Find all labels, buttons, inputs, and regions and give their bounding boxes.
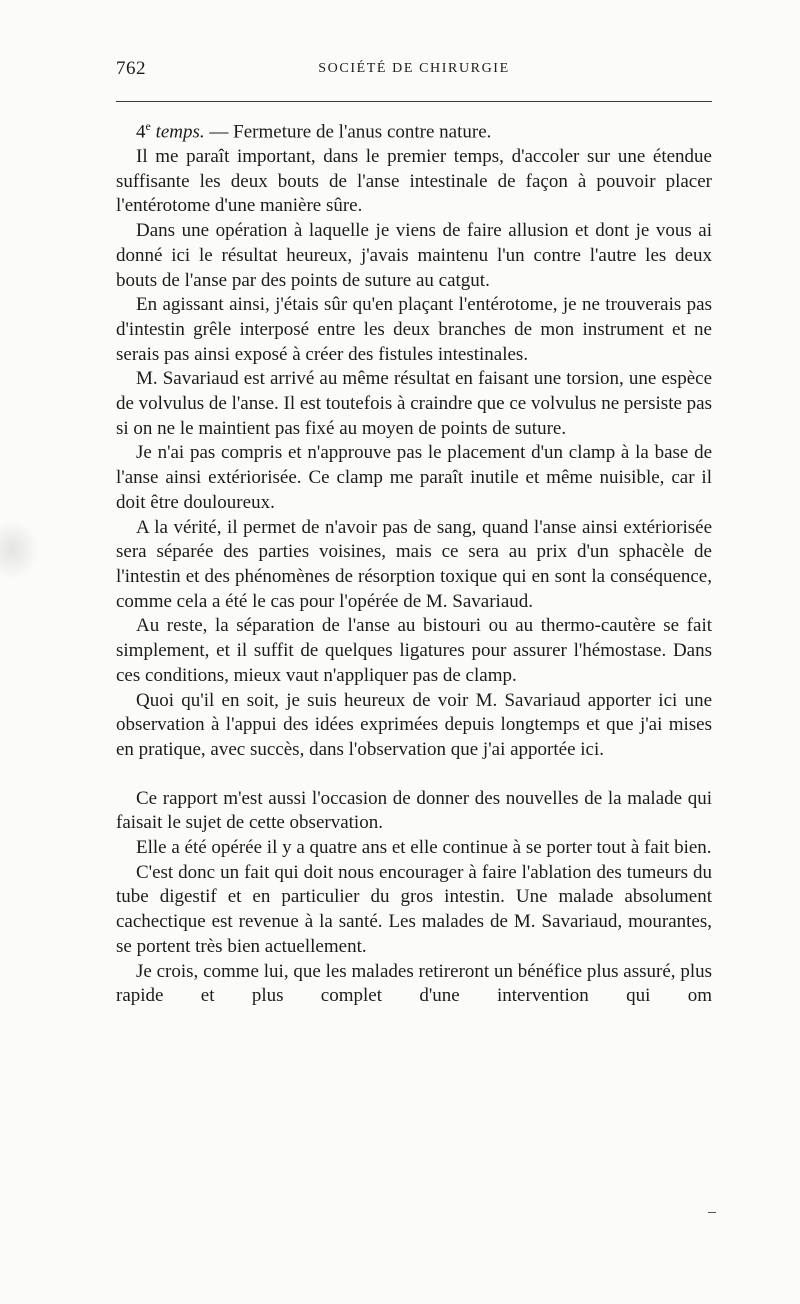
step-number: 4 <box>136 121 146 143</box>
paragraph-3: Dans une opération à laquelle je viens de faire allusion et dont je vous ai donné ici le résultat heureux, j'avais maintenu l'un contre l'autre les deux bouts de l'anse par des points de suture au catgut. <box>116 220 712 291</box>
step-ordinal: e <box>145 119 151 133</box>
margin-mark <box>708 1212 716 1213</box>
page-number: 762 <box>116 58 146 79</box>
paragraph-11: Elle a été opérée il y a quatre ans et elle continue à se porter tout à fait bien. <box>136 837 712 859</box>
paragraph-12: C'est donc un fait qui doit nous encourager à faire l'ablation des tumeurs du tube digestif et en particulier du gros intestin. Une malade absolument cachectique est revenue à la santé. Les malades de M. Savariaud, mourantes, se portent très bien actuellement. <box>116 861 712 957</box>
paragraph-8: Au reste, la séparation de l'anse au bistouri ou au thermo-cautère se fait simplement, et il suffit de quelques ligatures pour assurer l'hémostase. Dans ces conditions, mieux vaut n'appliquer pas de clamp. <box>116 615 712 686</box>
step-title: — Fermeture de l'anus contre nature. <box>204 121 492 143</box>
section-gap <box>116 763 712 787</box>
scan-smudge <box>0 520 40 580</box>
paragraph-5: M. Savariaud est arrivé au même résultat en faisant une torsion, une espèce de volvulus de l'anse. Il est toutefois à craindre que ce volvulus ne persiste pas si on ne le maintient pas fixé au moyen de points de suture. <box>116 368 712 439</box>
paragraph-4: En agissant ainsi, j'étais sûr qu'en plaçant l'entérotome, je ne trouverais pas d'intestin grêle interposé entre les deux branches de mon instrument et ne serais pas ainsi exposé à créer des fistules intestinales. <box>116 294 712 365</box>
body-text <box>116 114 712 1009</box>
running-title: SOCIÉTÉ DE CHIRURGIE <box>318 61 510 76</box>
paragraph-13: Je crois, comme lui, que les malades retireront un bénéfice plus assuré, plus rapide et plus complet d'une intervention qui om <box>116 960 712 1007</box>
paragraph-6: Je n'ai pas compris et n'approuve pas le placement d'un clamp à la base de l'anse ainsi extériorisée. Ce clamp me paraît inutile et même nuisible, car il doit être douloureux. <box>116 442 712 513</box>
header-rule <box>116 101 712 102</box>
paragraph-1 <box>116 114 712 145</box>
paragraph-2: Il me paraît important, dans le premier temps, d'accoler sur une étendue suffisante les deux bouts de l'anse intestinale de façon à pouvoir placer l'entérotome d'une manière sûre. <box>116 146 712 217</box>
page-header <box>116 58 712 88</box>
paragraph-10: Ce rapport m'est aussi l'occasion de donner des nouvelles de la malade qui faisait le sujet de cette observation. <box>116 787 712 834</box>
paragraph-9: Quoi qu'il en soit, je suis heureux de voir M. Savariaud apporter ici une observation à l'appui des idées exprimées depuis longtemps et que j'ai mises en pratique, avec succès, dans l'observation que j'ai apportée ici. <box>116 689 712 760</box>
paragraph-7: A la vérité, il permet de n'avoir pas de sang, quand l'anse ainsi extériorisée sera séparée des parties voisines, mais ce sera au prix d'un sphacèle de l'intestin et des phénomènes de résorption toxique qui en sont la conséquence, comme cela a été le cas pour l'opérée de M. Savariaud. <box>116 516 712 612</box>
step-label: temps. <box>155 121 205 143</box>
